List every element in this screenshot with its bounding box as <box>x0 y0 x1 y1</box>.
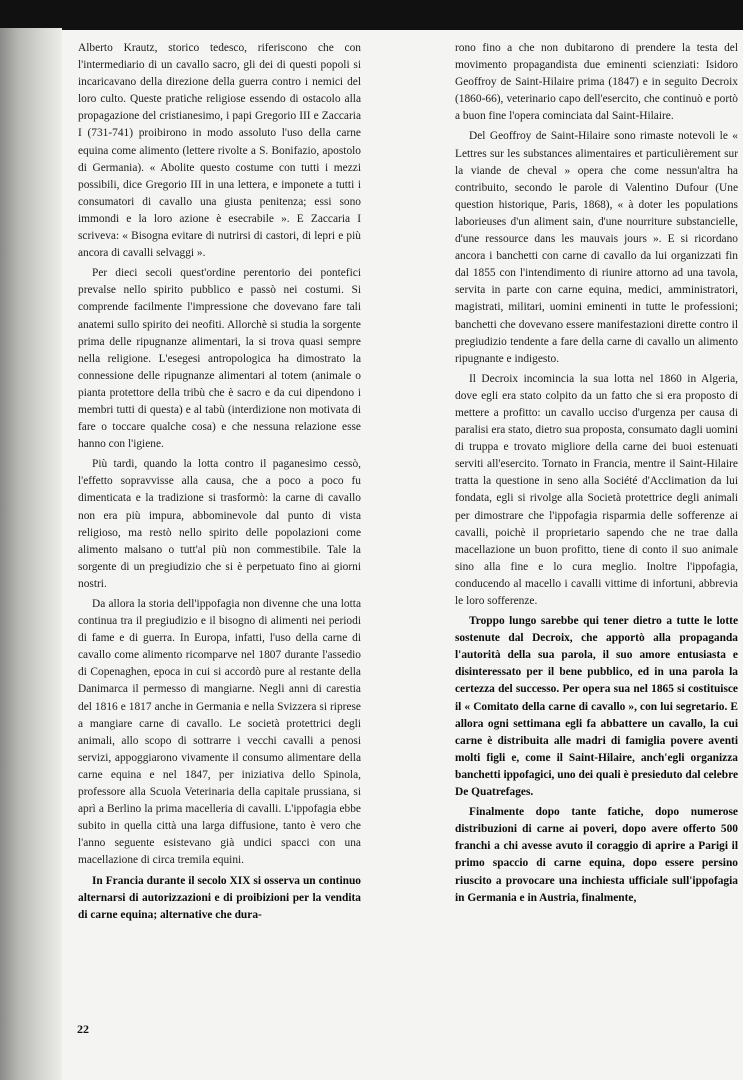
paragraph: Da allora la storia dell'ippofagia non divenne che una lotta continua tra il pregiudizio e il bisogno di alimenti nei periodi di fame e di guerra. In Europa, infatti, l'uso della carne di cavallo come alimento ricomparve nel 1807 durante l'assedio di Copenaghen, epoca in cui si accordò pure al restante della Danimarca il permesso di mangiarne. Negli anni di carestia del 1816 e 1817 anche in Germania e nella Svizzera si riprese a mangiare carne di cavallo. Le società protettrici degli animali, allo scopo di sottrarre i vecchi cavalli a penosi servizi, appoggiarono vivamente il consumo alimentare della carne equina e nel 1847, per iniziativa dello Spinola, professore alla Scuola Veterinaria della capitale prussiana, si aprì a Berlino la prima macelleria di cavalli. L'ippofagia ebbe subito in quella città una larga diffusione, tanto è vero che l'anno seguente esistevano già undici spacci con una macellazione di circa tremila equini. <box>78 598 361 867</box>
left-column <box>78 40 361 927</box>
paragraph: Finalmente dopo tante fatiche, dopo numerose distribuzioni di carne ai poveri, dopo avere offerto 500 franchi a chi avesse avuto il coraggio di aprire a Parigi il primo spaccio di carne equina, dopo essere persino riuscito a provocare una inchiesta ufficiale sull'ippofagia in Germania e in Austria, finalmente, <box>455 806 738 904</box>
page-number: 22 <box>77 1022 89 1036</box>
paragraph: Troppo lungo sarebbe qui tener dietro a tutte le lotte sostenute dal Decroix, che apportò alla propaganda l'autorità della sua parola, il suo amore entusiasta e disinteressato per il bene pubblico, ed in una parola la certezza del successo. Per opera sua nel 1865 si costituisce il « Comitato della carne di cavallo », con lui segretario. E allora ogni settimana egli fa abbattere un cavallo, la cui carne è distribuita alle madri di famiglia povere aventi molti figli e, come il Saint-Hilaire, anch'egli organizza banchetti ippofagici, uno dei quali è presieduto dal celebre De Quatrefages. <box>455 615 738 799</box>
book-spine-shadow <box>0 28 62 1080</box>
paragraph: In Francia durante il secolo XIX si osserva un continuo alternarsi di autorizzazioni e di proibizioni per la vendita di carne equina; alternative che dura- <box>78 874 361 921</box>
right-column <box>455 40 738 910</box>
scan-top-border <box>0 0 743 30</box>
paragraph: Del Geoffroy de Saint-Hilaire sono rimaste notevoli le « Lettres sur les substances alimentaires et particulièrement sur la viande de cheval » opera che come nessun'altra ha contribuito, secondo le parole di Valentino Dufour (Une question historique, Paris, 1868), « à doter les populations laborieuses d'un aliment sain, d'une nourriture substancielle, d'une ressource dans les mauvais jours ». E si ricordano ancora i banchetti con carne di cavallo da lui organizzati fin dal 1855 con l'intendimento di riunire attorno ad una tavola, servita in parte con carne equina, medici, amministratori, magistrati, militari, uomini eminenti in tutte le professioni; banchetti che dovevano essere manifestazioni dirette contro il pregiudizio tendente a fare della carne di cavallo un alimento ripugnante e indigesto. <box>455 130 738 365</box>
paragraph: Più tardi, quando la lotta contro il paganesimo cessò, l'effetto sopravvisse alla causa, che a poco a poco fu dimenticata e la tradizione si trasformò: la carne di cavallo non era più impura, abbominevole dal punto di vista religioso, ma restò nello spirito delle popolazioni come alimento malsano o tutt'al più non commestibile. Tale la sorgente di un pregiudizio che si è perpetuato fino ai giorni nostri. <box>78 458 361 590</box>
paragraph: Il Decroix incomincia la sua lotta nel 1860 in Algeria, dove egli era stato colpito da un fatto che si era proposto di mettere a profitto: un cavallo ucciso d'urgenza per causa di paralisi era stato, dietro sua proposta, consumato dagli uomini di truppa e trovato migliore della carne dei buoi estenuati serviti all'esercito. Tornato in Francia, mentre il Saint-Hilaire tratta la questione in seno alla Société d'Acclimation da lui fondata, egli si rivolge alla Società protettrice degli animali per dimostrare che l'ippofagia risparmia delle sofferenze ai cavalli, poichè il proprietario sapendo che ne trae dalla macellazione un buon profitto, tiene di conto il suo animale sino alla fine e lo cura meglio. Inoltre l'ippofagia, conducendo al macello i cavalli vittime di infortuni, abbrevia le loro sofferenze. <box>455 372 738 607</box>
paragraph: Per dieci secoli quest'ordine perentorio dei pontefici prevalse nello spirito pubblico e passò nei costumi. Si comprende facilmente l'impressione che dovevano fare tali anatemi sullo spirito dei neofiti. Allorchè si studia la sorgente prima delle ripugnanze alimentari, la si trova quasi sempre nella religione. L'esegesi antropologica ha dimostrato la connessione delle ripugnanze alimentari al totem (animale o pianta protettore della tribù che è sacro e da cui dipendono i membri tutti di questa) e al tabù (interdizione non motivata di fare o toccare qualche cosa) e che nessuna relazione esse hanno con l'igiene. <box>78 267 361 451</box>
paragraph: rono fino a che non dubitarono di prendere la testa del movimento propagandista due eminenti scienziati: Isidoro Geoffroy de Saint-Hilaire prima (1847) e in seguito Decroix (1860-66), veterinario capo dell'esercito, che continuò e portò a buon fine l'opera cominciata dal Saint-Hilaire. <box>455 42 738 123</box>
paragraph: Alberto Krautz, storico tedesco, riferiscono che con l'intermediario di un cavallo sacro, gli dei di questi popoli si incaricavano della direzione della guerra contro i nemici del loro culto. Queste pratiche religiose essendo di ostacolo alla propagazione del cristianesimo, i papi Gregorio III e Zaccaria I (731-741) proibirono in modo assoluto l'uso della carne equina come alimento (lettere rivolte a S. Bonifazio, apostolo di Germania). « Abolite questo costume con tutti i mezzi possibili, dice Gregorio III in una lettera, e imponete a tutti i consumatori di cavallo una giusta penitenza; essi sono immondi e la loro azione è esecrabile ». E Zaccaria I scriveva: « Bisogna evitare di nutrirsi di castori, di lepri e più ancora di cavalli selvaggi ». <box>78 42 361 260</box>
